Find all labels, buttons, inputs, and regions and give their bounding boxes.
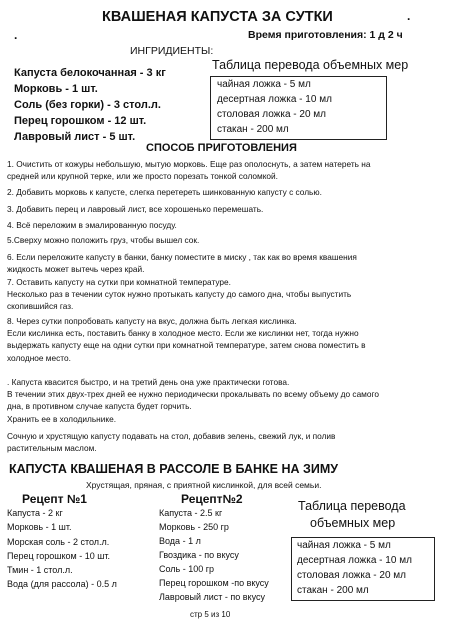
measures-table — [210, 76, 387, 140]
measure-row: столовая ложка - 20 мл — [217, 109, 327, 120]
page-title: КВАШЕНАЯ КАПУСТА ЗА СУТКИ — [102, 9, 333, 25]
step-8 — [7, 315, 453, 364]
measure2-row: десертная ложка - 10 мл — [297, 555, 412, 566]
ingredient-item: Соль (без горки) - 3 стол.л. — [14, 99, 161, 111]
step-line: В течении этих двух-трех дней ее нужно периодически прокалывать по всему объему до самого — [7, 389, 379, 400]
measures2-title-line1: Таблица перевода — [298, 499, 406, 513]
step-line: дна, в противном случае капуста будет горчить. — [7, 401, 192, 412]
step-6 — [7, 251, 453, 275]
page-number: стр 5 из 10 — [190, 610, 231, 619]
step-line: 7. Оставить капусту на сутки при комнатной температуре. — [7, 277, 231, 287]
step-line: выдержать капусту еще на одни сутки при комнатной температуре, затем снова поместить в — [7, 340, 366, 351]
recipe1-item: Вода (для рассола) - 0.5 л — [7, 579, 117, 589]
title-dot: . — [407, 9, 411, 23]
step-line: 2. Добавить морковь к капусте, слегка перетереть шинкованную капусту с солью. — [7, 187, 322, 197]
step-line: 5.Сверху можно положить груз, чтобы вышел сок. — [7, 235, 200, 245]
recipe1-item: Тмин - 1 стол.л. — [7, 565, 73, 575]
ingredient-item: Перец горошком - 12 шт. — [14, 115, 147, 127]
ingredient-item: Капуста белокочанная - 3 кг — [14, 67, 166, 79]
measure2-row: чайная ложка - 5 мл — [297, 540, 391, 551]
serving-note — [7, 430, 453, 454]
winter-subtitle: Хрустящая, пряная, с приятной кислинкой, для всей семьи. — [86, 480, 322, 490]
recipe2-item: Перец горошком -по вкусу — [159, 578, 269, 588]
measures2-title-line2: объемных мер — [310, 516, 396, 530]
recipe1-item: Перец горошком - 10 шт. — [7, 551, 111, 561]
step-2 — [7, 186, 453, 198]
recipe1-item: Капуста - 2 кг — [7, 508, 63, 518]
recipe2-title: Рецепт№2 — [181, 492, 243, 506]
recipe1-item: Морковь - 1 шт. — [7, 522, 72, 532]
measure2-row: столовая ложка - 20 мл — [297, 570, 407, 581]
step-line: 8. Через сутки попробовать капусту на вкус, должна быть легкая кислинка. — [7, 316, 297, 326]
recipe2-item: Гвоздика - по вкусу — [159, 550, 239, 560]
recipe2-item: Вода - 1 л — [159, 536, 201, 546]
step-line: скопившийся газ. — [7, 301, 74, 312]
recipe1-item: Морская соль - 2 стол.л. — [7, 537, 110, 547]
measure2-row: стакан - 200 мл — [297, 585, 369, 596]
ingredient-item: Морковь - 1 шт. — [14, 83, 98, 95]
step-note — [7, 376, 453, 425]
step-line: Хранить ее в холодильнике. — [7, 413, 117, 424]
step-line: Несколько раз в течении суток нужно протыкать капусту до самого дна, чтобы выпустить — [7, 289, 352, 300]
step-line: . Капуста квасится быстро, и на третий день она уже практически готова. — [7, 377, 290, 387]
winter-title: КАПУСТА КВАШЕНАЯ В РАССОЛЕ В БАНКЕ НА ЗИМУ — [9, 462, 339, 476]
step-line: Сочную и хрустящую капусту подавать на стол, добавив зелень, свежий лук, и полив — [7, 431, 336, 441]
measure-row: чайная ложка - 5 мл — [217, 79, 311, 90]
recipe1-title: Рецепт №1 — [22, 492, 87, 506]
measures-table-title: Таблица перевода объемных мер — [212, 58, 409, 72]
step-1 — [7, 158, 453, 182]
recipe2-item: Морковь - 250 гр — [159, 522, 229, 532]
step-line: 6. Если переложите капусту в банки, банку поместите в миску , так как во время квашения — [7, 252, 357, 262]
prep-time: Время приготовления: 1 д 2 ч — [248, 29, 403, 41]
measures2-table — [291, 537, 435, 601]
step-line: средней или крупной терке, или же просто порезать тонкой соломкой. — [7, 171, 278, 182]
ingredient-item: Лавровый лист - 5 шт. — [14, 131, 136, 143]
step-3 — [7, 203, 453, 215]
step-line: жидкость может вытечь через край. — [7, 264, 145, 275]
left-dot: . — [14, 28, 18, 42]
step-line: 3. Добавить перец и лавровый лист, все хорошенько перемешать. — [7, 204, 264, 214]
step-line: растительным маслом. — [7, 443, 97, 454]
step-4 — [7, 219, 453, 231]
step-line: 1. Очистить от кожуры небольшую, мытую морковь. Еще раз ополоснуть, а затем натереть на — [7, 159, 371, 169]
step-line: холодное место. — [7, 352, 71, 363]
step-7 — [7, 276, 453, 313]
step-line: 4. Всё переложим в эмалированную посуду. — [7, 220, 177, 230]
method-heading: СПОСОБ ПРИГОТОВЛЕНИЯ — [146, 142, 297, 154]
recipe2-item: Лавровый лист - по вкусу — [159, 592, 265, 602]
step-5 — [7, 234, 453, 246]
measure-row: стакан - 200 мл — [217, 124, 289, 135]
step-line: Если кислинка есть, поставить банку в холодное место. Если же кислинки нет, тогда нужно — [7, 328, 359, 339]
ingredients-heading: ИНГРИДИЕНТЫ: — [130, 45, 214, 57]
recipe2-item: Соль - 100 гр — [159, 564, 215, 574]
measure-row: десертная ложка - 10 мл — [217, 94, 332, 105]
recipe2-item: Капуста - 2.5 кг — [159, 508, 223, 518]
